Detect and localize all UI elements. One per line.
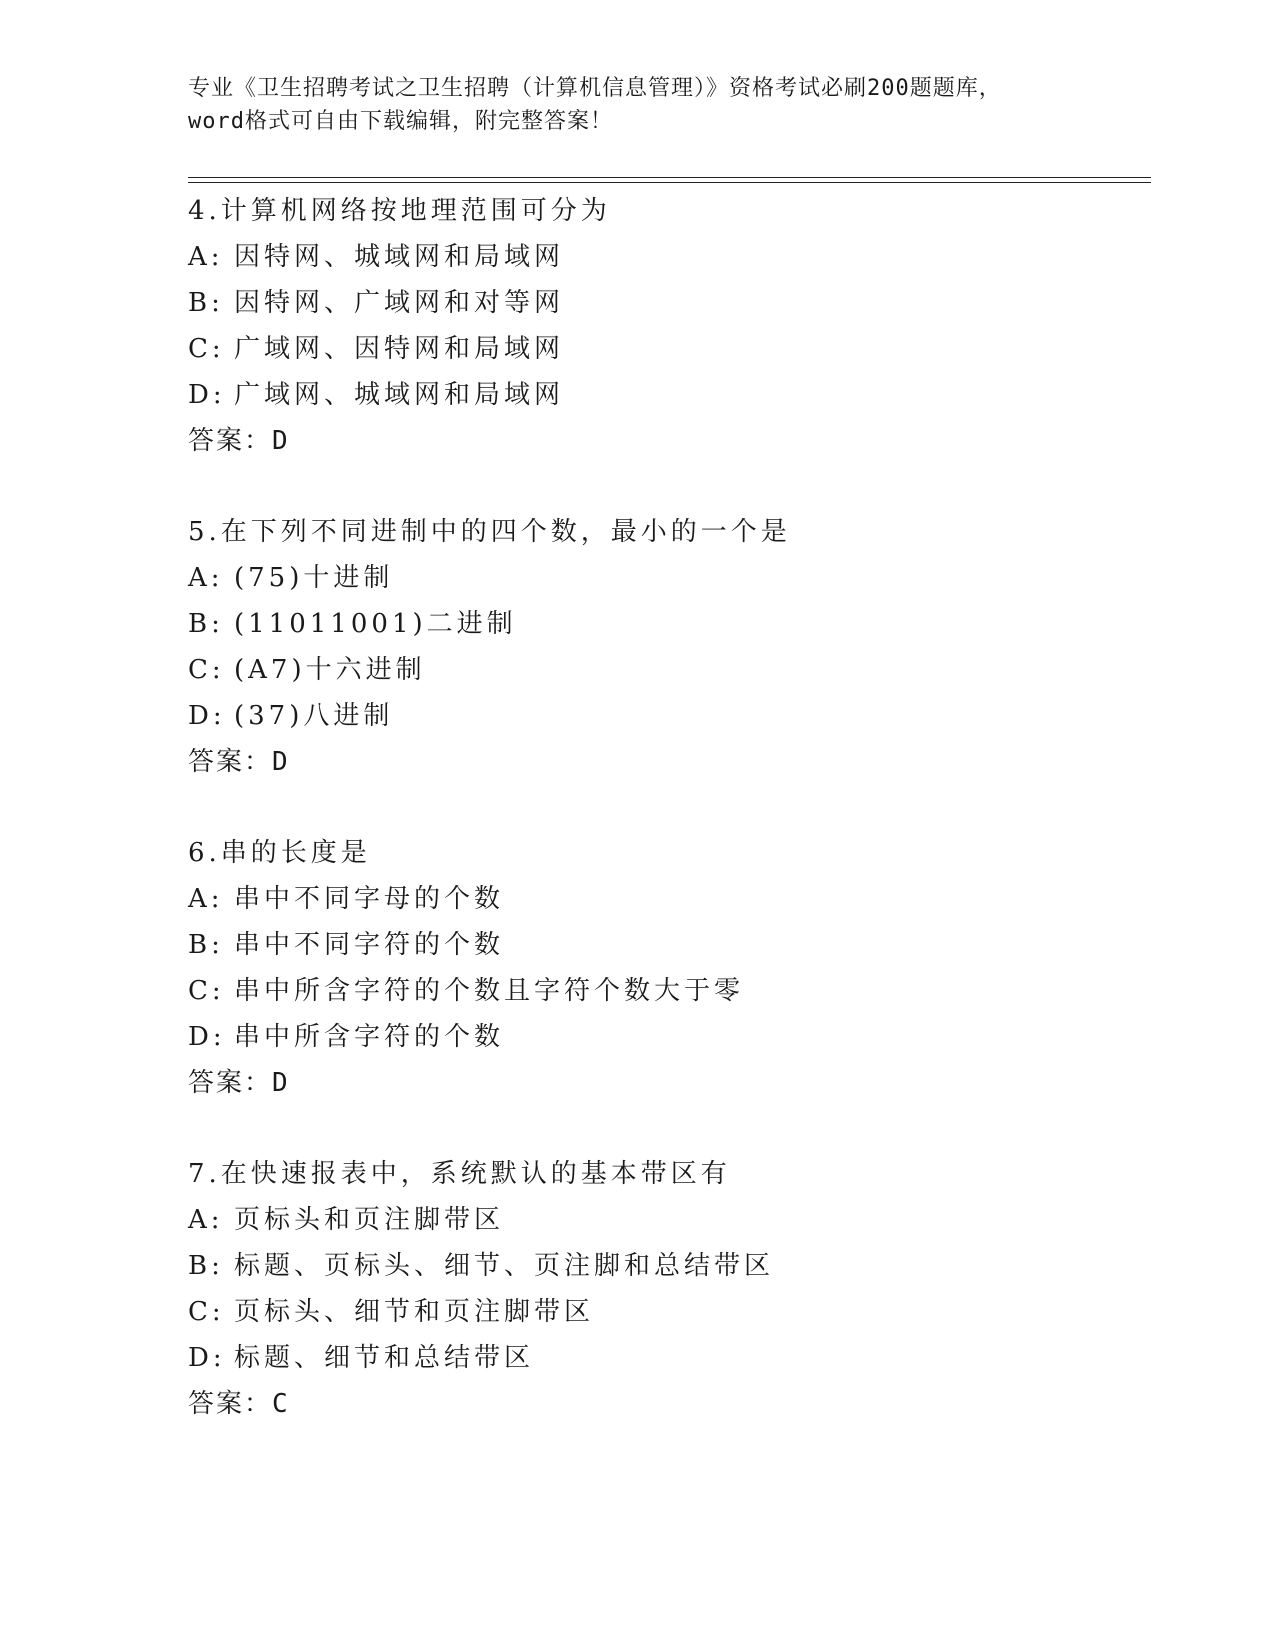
header-divider-top [188, 177, 1151, 178]
option-d [188, 693, 1148, 739]
option-key: B: [188, 609, 224, 639]
option-text: (37)八进制 [234, 701, 394, 731]
option-text: 因特网、城域网和局域网 [234, 242, 565, 272]
answer-line [188, 1381, 1148, 1427]
answer-line [188, 1060, 1148, 1106]
answer-line [188, 739, 1148, 785]
answer-line [188, 418, 1148, 464]
question-7 [188, 1151, 1148, 1427]
option-text: 广域网、因特网和局域网 [234, 334, 565, 364]
question-6 [188, 830, 1148, 1106]
answer-value: C [272, 1389, 290, 1419]
option-key: C: [188, 1297, 225, 1327]
header-divider-bottom [188, 182, 1151, 183]
option-a [188, 555, 1148, 601]
question-5 [188, 509, 1148, 785]
question-stem: 5.在下列不同进制中的四个数，最小的一个是 [188, 517, 791, 547]
option-text: 页标头、细节和页注脚带区 [234, 1297, 595, 1327]
option-key: D: [188, 701, 226, 731]
answer-value: D [272, 1068, 290, 1098]
option-a [188, 234, 1148, 280]
option-key: A: [188, 563, 224, 593]
option-key: B: [188, 930, 224, 960]
option-a [188, 876, 1148, 922]
option-d [188, 1014, 1148, 1060]
option-key: D: [188, 1343, 226, 1373]
question-stem: 7.在快速报表中，系统默认的基本带区有 [188, 1159, 731, 1189]
option-text: 广域网、城域网和局域网 [234, 380, 565, 410]
header-line-2: word格式可自由下载编辑，附完整答案！ [188, 109, 613, 134]
answer-label: 答案： [188, 747, 273, 777]
option-text: 标题、页标头、细节、页注脚和总结带区 [234, 1251, 775, 1281]
option-text: 串中不同字符的个数 [234, 930, 505, 960]
question-list [188, 188, 1148, 1472]
option-key: C: [188, 334, 225, 364]
question-stem: 6.串的长度是 [188, 838, 371, 868]
answer-label: 答案： [188, 1389, 273, 1419]
option-b [188, 280, 1148, 326]
option-d [188, 1335, 1148, 1381]
option-text: 标题、细节和总结带区 [234, 1343, 535, 1373]
answer-value: D [272, 426, 290, 456]
option-d [188, 372, 1148, 418]
option-b [188, 601, 1148, 647]
option-c [188, 968, 1148, 1014]
option-text: 串中所含字符的个数且字符个数大于零 [234, 976, 745, 1006]
answer-value: D [272, 747, 290, 777]
option-key: A: [188, 1205, 224, 1235]
option-key: B: [188, 288, 224, 318]
option-text: (11011001)二进制 [234, 609, 517, 639]
option-key: C: [188, 976, 225, 1006]
question-stem: 4.计算机网络按地理范围可分为 [188, 196, 611, 226]
option-key: B: [188, 1251, 224, 1281]
option-text: 因特网、广域网和对等网 [234, 288, 565, 318]
question-4 [188, 188, 1148, 464]
option-a [188, 1197, 1148, 1243]
option-key: D: [188, 1022, 226, 1052]
answer-label: 答案： [188, 426, 273, 456]
option-key: A: [188, 242, 224, 272]
option-c [188, 647, 1148, 693]
option-text: 串中不同字母的个数 [234, 884, 505, 914]
option-text: (75)十进制 [234, 563, 394, 593]
option-b [188, 1243, 1148, 1289]
option-b [188, 922, 1148, 968]
header-line-1: 专业《卫生招聘考试之卫生招聘（计算机信息管理）》资格考试必刷200题题库， [188, 76, 1002, 101]
option-c [188, 1289, 1148, 1335]
option-key: D: [188, 380, 226, 410]
answer-label: 答案： [188, 1068, 273, 1098]
option-text: 页标头和页注脚带区 [234, 1205, 505, 1235]
document-header [188, 72, 1088, 138]
option-key: A: [188, 884, 224, 914]
option-key: C: [188, 655, 225, 685]
option-c [188, 326, 1148, 372]
option-text: (A7)十六进制 [234, 655, 426, 685]
option-text: 串中所含字符的个数 [234, 1022, 505, 1052]
